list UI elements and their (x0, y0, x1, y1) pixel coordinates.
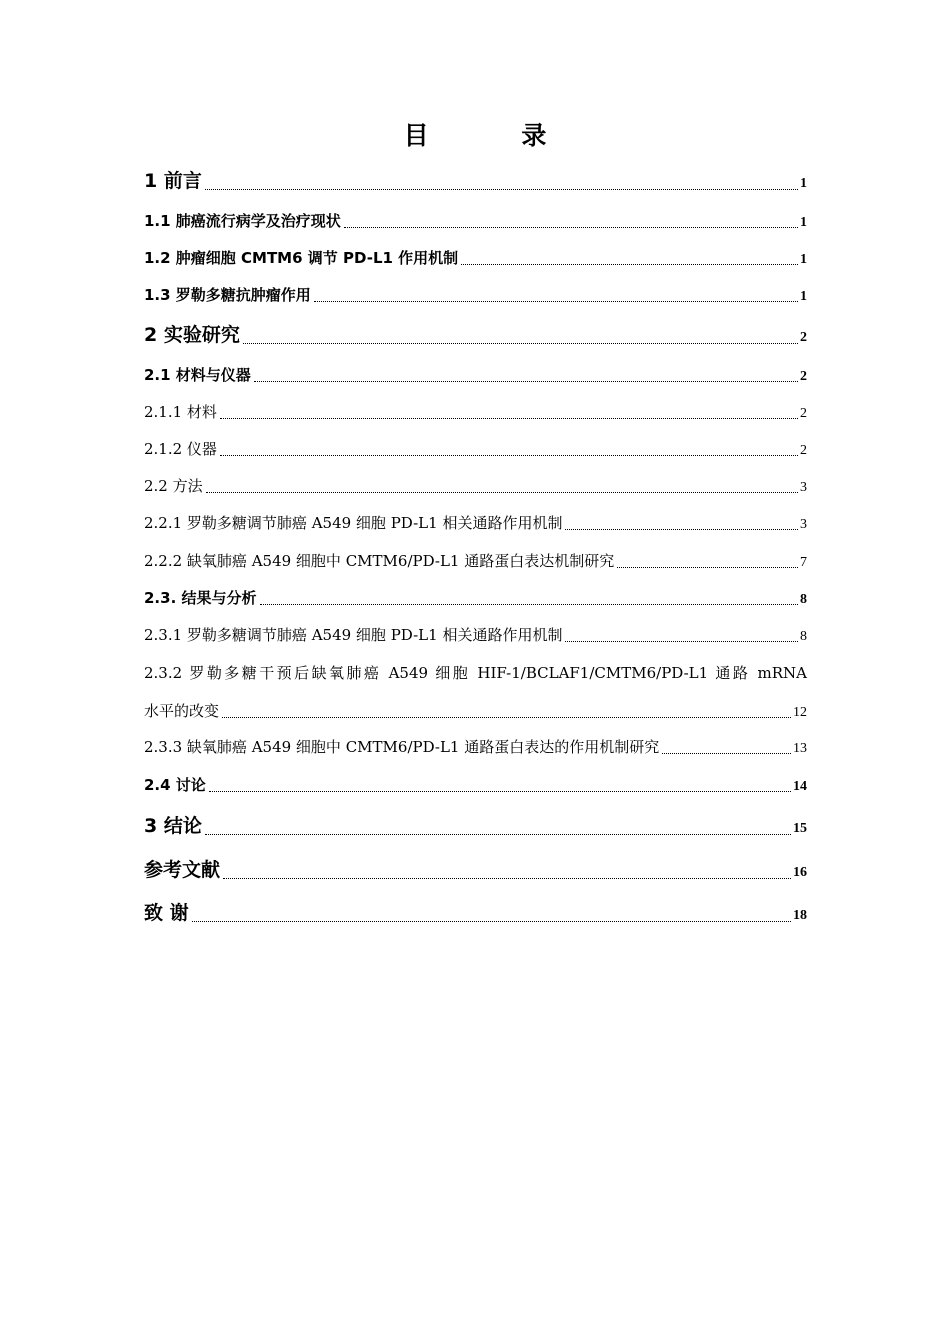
toc-entry[interactable] (144, 811, 807, 838)
leader-dots (662, 752, 791, 754)
leader-dots (617, 566, 798, 568)
leader-dots (206, 491, 798, 493)
toc-entry-label: 2.1 材料与仪器 (144, 366, 251, 384)
toc-entry-page: 7 (800, 555, 807, 570)
leader-dots (314, 300, 798, 302)
leader-dots (254, 380, 798, 382)
toc-entry[interactable] (144, 284, 807, 305)
toc-entry-label: 1.2 肿瘤细胞 CMTM6 调节 PD-L1 作用机制 (144, 249, 459, 267)
toc-entry[interactable] (144, 475, 807, 496)
toc-entry-page: 2 (800, 369, 807, 384)
toc-entry-page: 2 (800, 443, 807, 458)
toc-entry[interactable] (144, 364, 807, 385)
toc-entry-label: 2.1.1 材料 (144, 403, 217, 421)
toc-entry-label: 2.3.3 缺氧肺癌 A549 细胞中 CMTM6/PD-L1 通路蛋白表达的作用机制研究 (144, 738, 660, 756)
toc-entry-page: 1 (800, 252, 807, 267)
leader-dots (344, 226, 798, 228)
toc-entry-label: 1.3 罗勒多糖抗肿瘤作用 (144, 286, 311, 304)
toc-entry[interactable] (144, 700, 807, 721)
toc-entry-label: 2.4 讨论 (144, 776, 206, 794)
leader-dots (220, 417, 798, 419)
toc-entry-page: 18 (793, 908, 807, 923)
page-title: 目 录 (403, 121, 589, 150)
toc-entry[interactable] (144, 898, 807, 925)
leader-dots (222, 716, 791, 718)
leader-dots (565, 640, 798, 642)
toc-entry[interactable] (144, 550, 807, 571)
toc-entry-label: 3 结论 (144, 815, 202, 837)
toc-entry-page: 1 (800, 215, 807, 230)
toc-entry[interactable] (144, 166, 807, 193)
toc-entry-label: 1 前言 (144, 170, 202, 192)
toc-entry[interactable] (144, 512, 807, 533)
toc-entry-label: 2.2 方法 (144, 477, 203, 495)
toc-entry[interactable] (144, 624, 807, 645)
leader-dots (220, 454, 798, 456)
toc-entry-page: 12 (793, 705, 807, 720)
toc-entry-label: 2.3.1 罗勒多糖调节肺癌 A549 细胞 PD-L1 相关通路作用机制 (144, 626, 563, 644)
leader-dots (461, 263, 798, 265)
leader-dots (209, 790, 791, 792)
toc-entry[interactable] (144, 855, 807, 882)
toc-entry-label: 2 实验研究 (144, 324, 240, 346)
toc-entry-page: 3 (800, 517, 807, 532)
toc-entry-page: 2 (800, 330, 807, 345)
leader-dots (205, 188, 798, 190)
toc-entry-page: 13 (793, 741, 807, 756)
toc-entry-line1[interactable]: 2.3.2 罗勒多糖干预后缺氧肺癌 A549 细胞 HIF-1/BCLAF1/CMTM6/PD-L1 通路 mRNA (144, 664, 807, 682)
toc-entry[interactable] (144, 210, 807, 231)
toc-entry-page: 2 (800, 406, 807, 421)
toc-entry-page: 1 (800, 176, 807, 191)
toc-entry-page: 3 (800, 480, 807, 495)
toc-entry-label: 水平的改变 (144, 702, 220, 720)
toc-entry[interactable] (144, 320, 807, 347)
toc-entry[interactable] (144, 774, 807, 795)
toc-entry-label: 致 谢 (144, 902, 189, 924)
toc-entry[interactable] (144, 247, 807, 268)
toc-entry-page: 14 (793, 779, 807, 794)
toc-entry-page: 1 (800, 289, 807, 304)
toc-entry-label: 2.3. 结果与分析 (144, 589, 257, 607)
leader-dots (192, 920, 791, 922)
toc-entry-page: 8 (800, 592, 807, 607)
toc-entry-page: 16 (793, 865, 807, 880)
toc-entry-page: 15 (793, 821, 807, 836)
leader-dots (243, 342, 798, 344)
toc-entry[interactable] (144, 587, 807, 608)
leader-dots (205, 833, 791, 835)
toc-entry-label: 参考文献 (144, 859, 221, 881)
leader-dots (223, 877, 791, 879)
leader-dots (565, 528, 798, 530)
leader-dots (260, 603, 799, 605)
toc-entry-label: 2.2.2 缺氧肺癌 A549 细胞中 CMTM6/PD-L1 通路蛋白表达机制研究 (144, 552, 615, 570)
toc-entry-page: 8 (800, 629, 807, 644)
toc-entry[interactable] (144, 438, 807, 459)
toc-entry[interactable] (144, 401, 807, 422)
toc-entry[interactable] (144, 736, 807, 757)
toc-entry-label: 2.1.2 仪器 (144, 440, 217, 458)
toc-entry-label: 1.1 肺癌流行病学及治疗现状 (144, 212, 341, 230)
toc-entry-label: 2.2.1 罗勒多糖调节肺癌 A549 细胞 PD-L1 相关通路作用机制 (144, 514, 563, 532)
